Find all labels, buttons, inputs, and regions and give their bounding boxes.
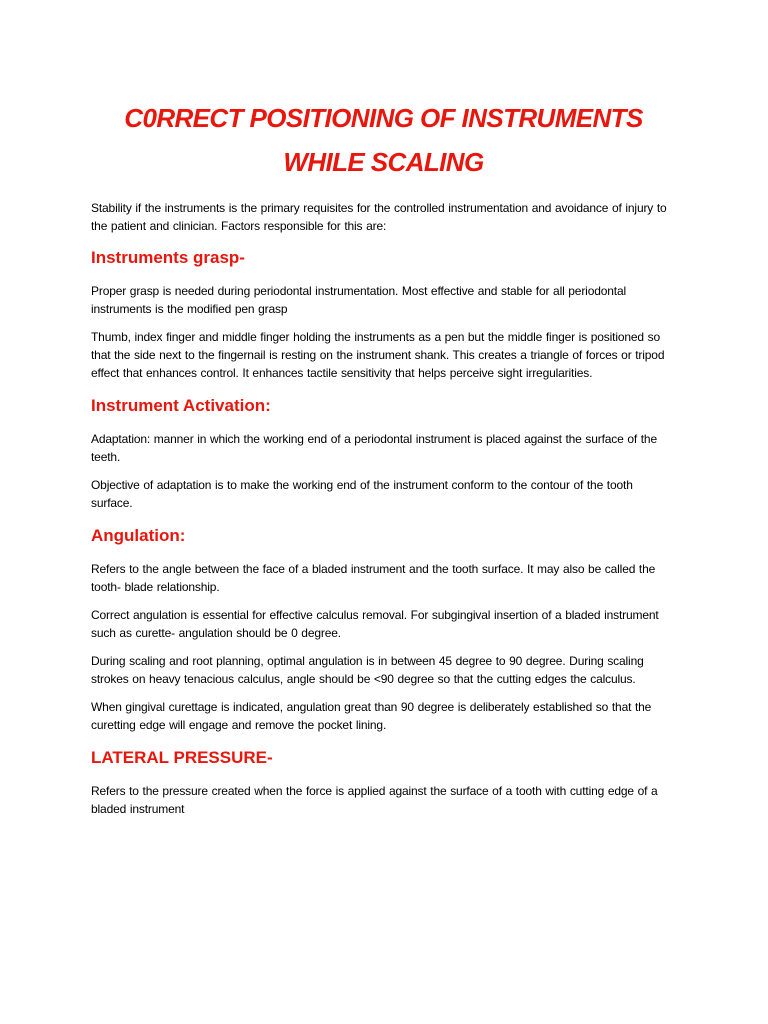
paragraph: Proper grasp is needed during periodontal instrumentation. Most effective and stable for all periodontal instruments is the modified pen grasp: [91, 284, 627, 316]
paragraph: Objective of adaptation is to make the working end of the instrument conform to the contour of the tooth surface.: [91, 478, 633, 510]
section-instrument-activation: [91, 395, 676, 512]
title-line-1: C0RRECT POSITIONING OF INSTRUMENTS: [124, 103, 643, 133]
paragraph: Adaptation: manner in which the working end of a periodontal instrument is placed against the surface of the teeth.: [91, 432, 657, 464]
paragraph: Correct angulation is essential for effective calculus removal. For subgingival insertion of a bladed instrument such as curette- angulation should be 0 degree.: [91, 608, 659, 640]
section-heading: Instruments grasp-: [91, 248, 245, 267]
title-line-2: WHILE SCALING: [283, 147, 484, 177]
section-angulation: [91, 525, 676, 734]
section-lateral-pressure: [91, 747, 676, 818]
document-title: [91, 96, 676, 184]
section-instruments-grasp: [91, 247, 676, 382]
section-heading: Instrument Activation:: [91, 396, 271, 415]
paragraph: Refers to the angle between the face of a bladed instrument and the tooth surface. It may also be called the tooth- blade relationship.: [91, 562, 656, 594]
section-heading: Angulation:: [91, 526, 186, 545]
intro-paragraph: Stability if the instruments is the primary requisites for the controlled instrumentation and avoidance of injury to the patient and clinician. Factors responsible for this are:: [91, 201, 667, 233]
paragraph: During scaling and root planning, optimal angulation is in between 45 degree to 90 degree. During scaling strokes on heavy tenacious calculus, angle should be <90 degree so that the cutting edges the calculus.: [91, 654, 644, 686]
section-heading: LATERAL PRESSURE-: [91, 748, 273, 767]
paragraph: When gingival curettage is indicated, angulation great than 90 degree is deliberately established so that the curetting edge will engage and remove the pocket lining.: [91, 700, 652, 732]
paragraph: Thumb, index finger and middle finger holding the instruments as a pen but the middle finger is positioned so that the side next to the fingernail is resting on the instrument shank. This creates a triangle of forces or tripod effect that enhances control. It enhances tactile sensitivity that helps perceive sight irregularities.: [91, 330, 665, 380]
paragraph: Refers to the pressure created when the force is applied against the surface of a tooth with cutting edge of a bladed instrument: [91, 784, 658, 816]
